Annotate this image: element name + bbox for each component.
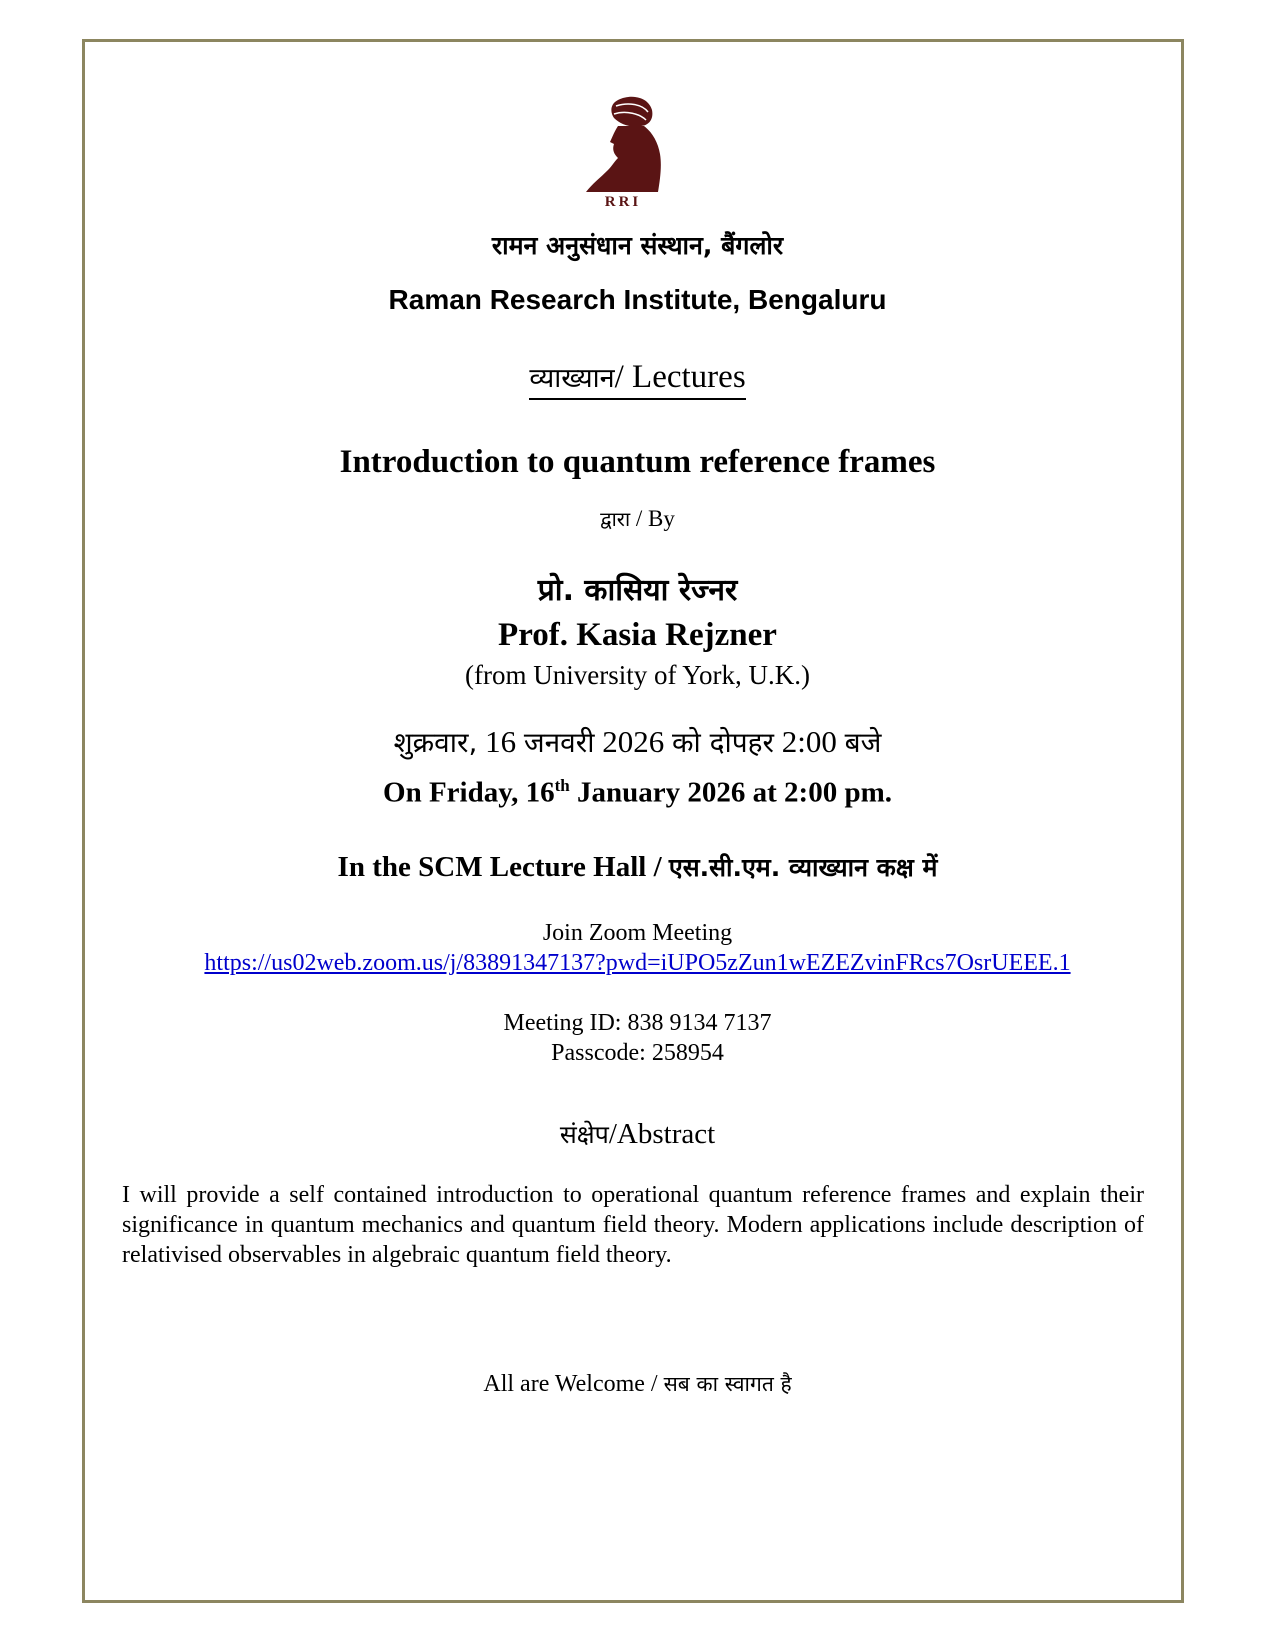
time: 2:00 <box>773 724 845 759</box>
passcode: Passcode: 258954 <box>551 1040 724 1066</box>
lecture-type-hindi: व्याख्यान <box>529 363 615 394</box>
welcome-note <box>0 1370 1275 1398</box>
institute-name-hindi: रामन अनुसंधान संस्थान, बैंगलोर <box>491 231 784 260</box>
lecture-type-heading <box>0 358 1275 400</box>
abstract-heading-hindi: संक्षेप <box>559 1120 609 1149</box>
date-english <box>0 776 1275 810</box>
join-zoom-label: Join Zoom Meeting <box>542 920 733 946</box>
talk-title: Introduction to quantum reference frames <box>339 444 936 480</box>
page-border <box>82 39 1184 1603</box>
month-hindi: जनवरी <box>523 726 595 759</box>
rri-logo-icon <box>578 92 668 210</box>
abstract-heading <box>0 1117 1275 1151</box>
speaker-name-hindi: प्रो. कासिया रेज्नर <box>537 573 738 608</box>
by-line <box>0 505 1275 532</box>
baje-hindi: बजे <box>844 726 882 759</box>
institute-name-english: Raman Research Institute, Bengaluru <box>388 284 887 315</box>
welcome-english: All are Welcome / <box>483 1371 664 1397</box>
day-hindi: शुक्रवार, <box>393 726 478 759</box>
date-ordinal-suffix: th <box>554 776 570 795</box>
svg-text:RRI: RRI <box>604 194 642 210</box>
speaker-name: Prof. Kasia Rejzner <box>498 617 777 653</box>
at-hindi: को दोपहर <box>671 726 774 759</box>
meeting-id: Meeting ID: 838 9134 7137 <box>503 1010 772 1036</box>
abstract-text: I will provide a self contained introduction to operational quantum reference frames and explain their significance in quantum mechanics and quantum field theory. Modern applications include description of relativised observables in algebraic quantum field theory. <box>122 1182 1144 1268</box>
date-number: 16 <box>477 724 524 759</box>
date-english-prefix: On Friday, 16 <box>383 776 555 809</box>
speaker-affiliation: (from University of York, U.K.) <box>465 660 810 690</box>
lecture-type-english: / Lectures <box>614 359 746 395</box>
date-hindi <box>0 723 1275 761</box>
date-english-suffix: January 2026 at 2:00 pm. <box>569 776 892 809</box>
by-hindi: द्वारा <box>600 507 631 531</box>
year: 2026 <box>594 724 672 759</box>
by-english: / By <box>630 506 675 531</box>
welcome-hindi: सब का स्वागत है <box>663 1372 792 1396</box>
venue-hindi: एस.सी.एम. व्याख्यान कक्ष में <box>668 853 938 882</box>
venue <box>0 850 1275 884</box>
venue-english: In the SCM Lecture Hall / <box>337 851 669 883</box>
abstract-heading-english: /Abstract <box>608 1118 716 1150</box>
zoom-link[interactable]: https://us02web.zoom.us/j/83891347137?pwd=iUPO5zZun1wEZEZvinFRcs7OsrUEEE.1 <box>204 950 1071 976</box>
